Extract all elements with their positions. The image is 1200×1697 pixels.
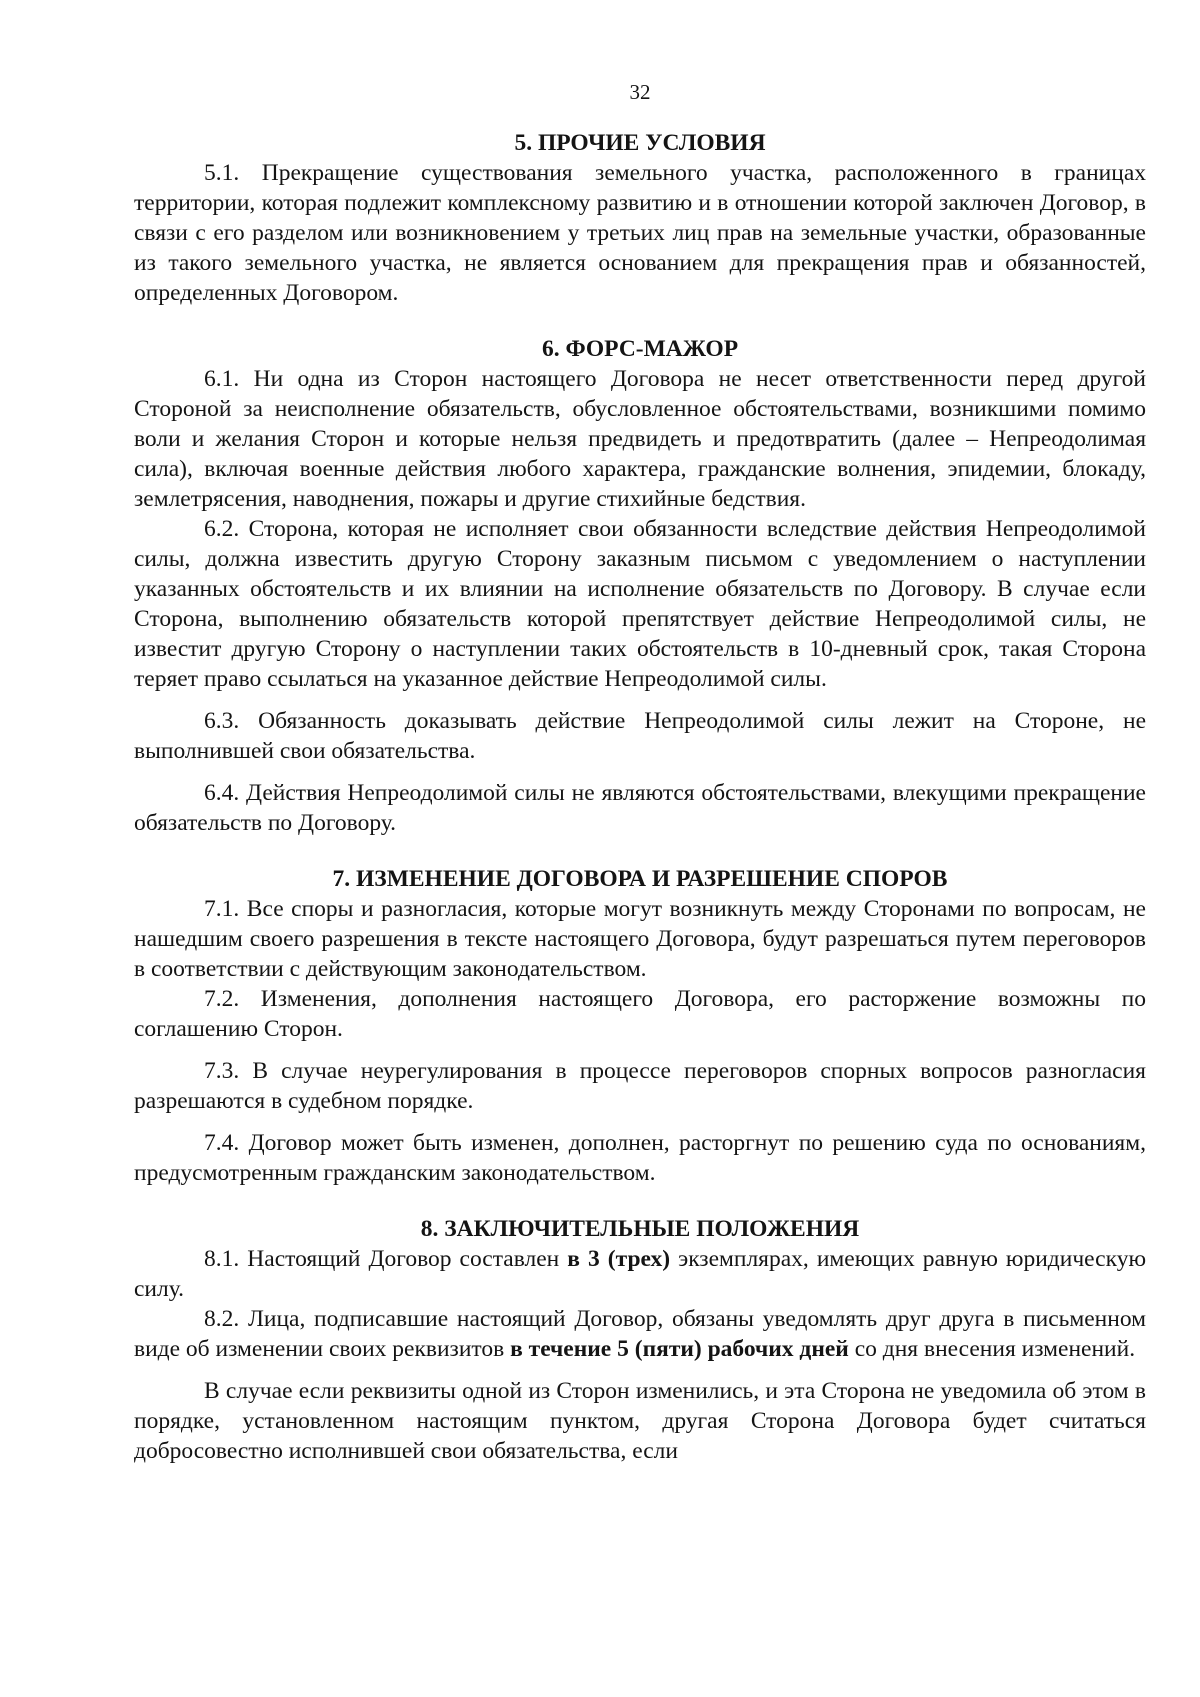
section-gap <box>134 838 1146 864</box>
clause-8-1-text-start: 8.1. Настоящий Договор составлен <box>204 1246 568 1272</box>
paragraph-gap <box>134 1364 1146 1376</box>
paragraph-gap <box>134 694 1146 706</box>
clause-8-2-deadline: в течение 5 (пяти) рабочих дней <box>510 1336 849 1362</box>
clause-6-2: 6.2. Сторона, которая не исполняет свои обязанности вследствие действия Непреодолимой силы, должна известить другую Сторону заказным письмом с уведомлением о наступлении указанных обстоятельств и их влиянии на исполнение обязательств по Договору. В случае если Сторона, выполнению обязательств которой препятствует действие Непреодолимой силы, не известит другую Сторону о наступлении таких обстоятельств в 10-дневный срок, такая Сторона теряет право ссылаться на указанное действие Непреодолимой силы. <box>134 516 1146 692</box>
clause-7-3: 7.3. В случае неурегулирования в процессе переговоров спорных вопросов разногласия разрешаются в судебном порядке. <box>134 1058 1146 1114</box>
section-gap <box>134 1188 1146 1214</box>
section-7-title: 7. ИЗМЕНЕНИЕ ДОГОВОРА И РАЗРЕШЕНИЕ СПОРОВ <box>332 866 948 892</box>
clause-7-1: 7.1. Все споры и разногласия, которые могут возникнуть между Сторонами по вопросам, не нашедшим своего разрешения в тексте настоящего Договора, будут разрешаться путем переговоров в соответствии с действующим законодательством. <box>134 896 1146 982</box>
clause-8-1 <box>134 1244 1146 1304</box>
page-number: 32 <box>629 80 651 104</box>
section-5-title: 5. ПРОЧИЕ УСЛОВИЯ <box>514 130 766 156</box>
clause-8-1-copies-count: в 3 (трех) <box>567 1246 671 1272</box>
clause-8-2-text-end: со дня внесения изменений. <box>848 1336 1136 1362</box>
paragraph-gap <box>134 1044 1146 1056</box>
clause-6-3: 6.3. Обязанность доказывать действие Непреодолимой силы лежит на Стороне, не выполнившей свои обязательства. <box>134 708 1146 764</box>
clause-6-1: 6.1. Ни одна из Сторон настоящего Договора не несет ответственности перед другой Стороной за неисполнение обязательств, обусловленное обстоятельствами, возникшими помимо воли и желания Сторон и которые нельзя предвидеть и предотвратить (далее – Непреодолимая сила), включая военные действия любого характера, гражданские волнения, эпидемии, блокаду, землетрясения, наводнения, пожары и другие стихийные бедствия. <box>134 366 1146 512</box>
paragraph-gap <box>134 1116 1146 1128</box>
clause-8-2-continuation: В случае если реквизиты одной из Сторон изменились, и эта Сторона не уведомила об этом в порядке, установленном настоящим пунктом, другая Сторона Договора будет считаться добросовестно исполнившей свои обязательства, если <box>134 1378 1146 1464</box>
paragraph-gap <box>134 766 1146 778</box>
clause-5-1: 5.1. Прекращение существования земельного участка, расположенного в границах территории, которая подлежит комплексному развитию и в отношении которой заключен Договор, в связи с его разделом или возникновением у третьих лиц прав на земельные участки, образованные из такого земельного участка, не является основанием для прекращения прав и обязанностей, определенных Договором. <box>134 160 1146 306</box>
clause-8-2-text-start: 8.2. Лица, подписавшие настоящий Договор, обязаны уведомлять друг друга в письменном виде об изменении своих реквизитов <box>134 1306 1146 1362</box>
clause-8-1-text-end: экземплярах, имеющих равную юридическую силу. <box>134 1246 1146 1302</box>
clause-8-2 <box>134 1304 1146 1364</box>
document-body <box>134 128 1146 1466</box>
clause-7-2: 7.2. Изменения, дополнения настоящего Договора, его расторжение возможны по соглашению Сторон. <box>134 986 1146 1042</box>
section-6-title: 6. ФОРС-МАЖОР <box>541 336 739 362</box>
clause-7-4: 7.4. Договор может быть изменен, дополнен, расторгнут по решению суда по основаниям, предусмотренным гражданским законодательством. <box>134 1130 1146 1186</box>
section-8-title: 8. ЗАКЛЮЧИТЕЛЬНЫЕ ПОЛОЖЕНИЯ <box>420 1216 860 1242</box>
clause-6-4: 6.4. Действия Непреодолимой силы не являются обстоятельствами, влекущими прекращение обязательств по Договору. <box>134 780 1146 836</box>
section-gap <box>134 308 1146 334</box>
